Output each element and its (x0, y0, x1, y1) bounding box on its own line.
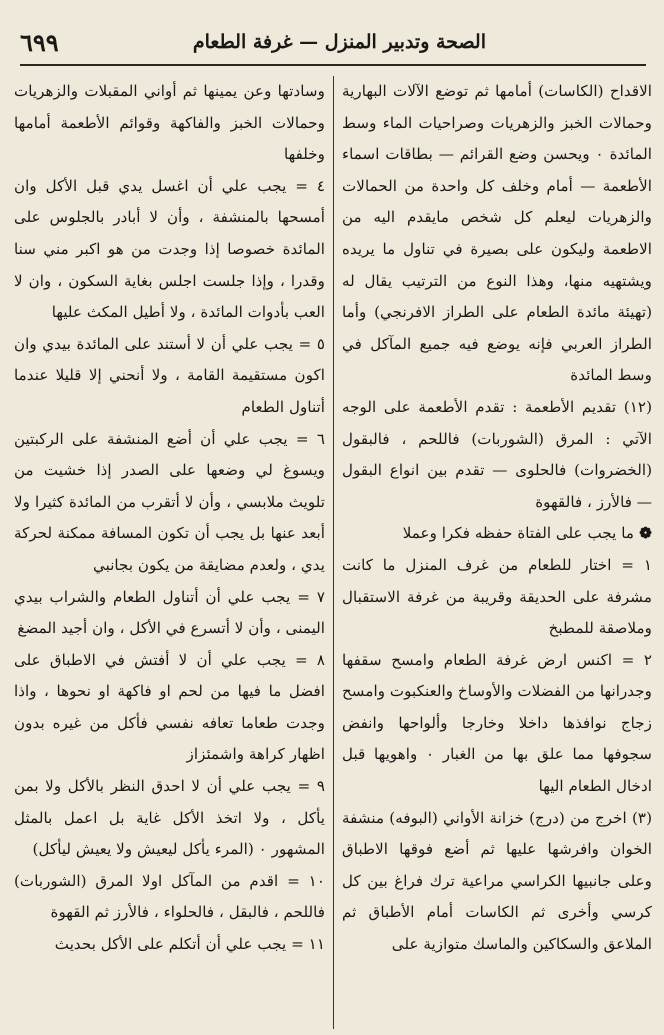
paragraph: ٢ = اكنس ارض غرفة الطعام وامسح سقفها وجدرانها من الفضلات والأوساخ والعنكبوت وامسح زجاج نوافذها داخلا وخارجا وألواحها وانفض سجوفها مما علق بها من الغبار ٠ واهويها قبل ادخال الطعام اليها (342, 650, 652, 796)
paragraph: (٣) اخرج من (درج) خزانة الأواني (البوفه) منشفة الخوان وافرشها عليها ثم أضع فوقها الاطباق وعلى جانبيها الكراسي مراعية ترك فراغ بين كل كرسي وأخرى ثم الكاسات أمام الأطباق ثم الملاعق والسكاكين والماسك متوازية على (342, 808, 652, 954)
text-columns (14, 76, 652, 1029)
paragraph: ٦ = يجب علي أن أضع المنشفة على الركبتين ويسوغ لي وضعها على الصدر إذا خشيت من تلويث ملابسي ، وأن لا أتقرب من المائدة كثيرا ولا أبعد عنها بل يجب أن تكون المسافة ممكنة لحركة يدي ، ولعدم مضايقة من يكون بجانبي (14, 429, 325, 574)
paragraph: ٤ = يجب علي أن اغسل يدي قبل الأكل وان أمسحها بالمنشفة ، وأن لا أبادر بالجلوس على المائدة خصوصا إذا وجدت من هو اكبر مني سنا وقدرا ، وإذا جلست اجلس بغاية السكون ، وان لا العب بأدوات المائدة ، ولا أطيل المكث عليها (14, 176, 325, 322)
paragraph: ٥ = يجب علي أن لا أستند على المائدة بيدي وان اكون مستقيمة القامة ، ولا أنحني إلا قليلا عندما أتناول الطعام (14, 334, 325, 416)
paragraph: ٨ = يجب علي أن لا أفتش في الاطباق على افضل ما فيها من لحم او فاكهة او نحوها ، واذا وجدت طعاما تعافه نفسي فأكل من غيره بدون اظهار كراهة واشمئزاز (14, 650, 325, 764)
section-title (342, 518, 652, 550)
running-head: الصحة وتدبير المنزل — غرفة الطعام (192, 31, 486, 53)
page-header (20, 20, 646, 66)
paragraph: الاقداح (الكاسات) أمامها ثم توضع الآلات البهارية وحمالات الخبز والزهريات وصراحيات الماء وسط المائدة ٠ ويحسن وضع القرائم — بطاقات اسماء الأطعمة — أمام وخلف كل واحدة من الحمالات والزهريات ليعلم كل شخص مايقدم اليه من الاطعمة وليكون على بصيرة في تناول ما يريده ويشتهيه منها، وهذا النوع من الترتيب يقال له (تهيئة مائدة الطعام على الطراز الافرنجي) وأما الطراز العربي فإنه يوضع فيه جميع المآكل في وسط المائدة (342, 82, 652, 385)
paragraph: ١ = اختار للطعام من غرف المنزل ما كانت مشرفة على الحديقة وقريبة من غرفة الاستقبال وملاصقة للمطبخ (342, 555, 652, 638)
paragraph: وسادتها وعن يمينها ثم أواني المقبلات والزهريات وحمالات الخبز والفاكهة وقوائم الأطعمة أمامها وخلفها (14, 82, 325, 164)
paragraph: ١١ = يجب علي أن أتكلم على الأكل بحديث (54, 935, 325, 954)
page-number: ٦٩٩ (20, 27, 59, 57)
paragraph: (١٢) تقديم الأطعمة : تقدم الأطعمة على الوجه الآتي : المرق (الشوربات) فاللحم ، فالبقول (الخضروات) فالحلوى — تقدم بين انواع البقول — فالأرز ، فالقهوة (342, 397, 652, 511)
ornament-icon: ❁ (633, 524, 652, 543)
section-title-text: ما يجب على الفتاة حفظه فكرا وعملا (402, 524, 634, 543)
paragraph: ٩ = يجب علي أن لا احدق النظر بالأكل ولا بمن يأكل ، ولا اتخذ الأكل غاية بل اعمل بالمثل المشهور ٠ (المرء يأكل ليعيش ولا يعيش ليأكل) (14, 777, 325, 859)
left-column (14, 76, 333, 1029)
right-column (333, 76, 652, 1029)
paragraph: ١٠ = اقدم من المآكل اولا المرق (الشوربات) فاللحم ، فالبقل ، فالحلواء ، فالأرز ثم القهوة (14, 871, 325, 922)
paragraph: ٧ = يجب علي أن أتناول الطعام والشراب بيدي اليمنى ، وأن لا أتسرع في الأكل ، وان أجيد المضغ (14, 587, 325, 638)
